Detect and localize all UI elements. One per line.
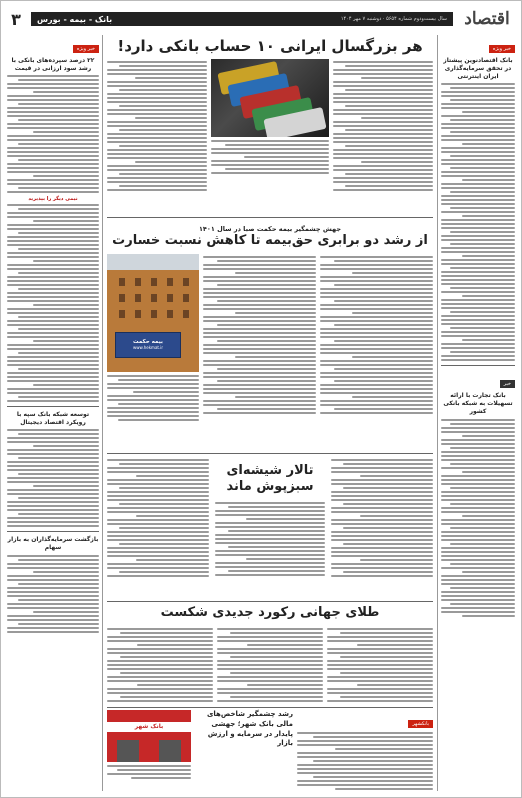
story3-headline: تالار شیشه‌ای سبزپوش ماند — [226, 463, 314, 495]
issue-meta: سال بیست‌ودوم شماره ۵۶۵۴ · دوشنبه ۷ مهر ۱۴۰۴ — [340, 16, 447, 22]
right-body-text — [441, 83, 515, 361]
story4-headline: طلای جهانی رکورد جدیدی شکست — [160, 605, 380, 620]
story1-photo-col — [211, 59, 329, 193]
page-header — [7, 7, 515, 31]
story2-photo-col — [107, 254, 199, 423]
right-column — [437, 35, 515, 791]
story2-body-mid — [203, 254, 316, 423]
bank-shahr-photo — [107, 710, 191, 762]
left-news-tag: خبر ویژه — [73, 45, 99, 53]
hekmat-building-photo — [107, 254, 199, 372]
right-box-headline: بانک اقتصادنوین پیشتاز در تحقق سرمایه‌گذاری ایران اینترنتی — [443, 57, 513, 81]
story5-tag: بانکشهر — [408, 720, 433, 728]
news-tag-2: خبر — [500, 380, 515, 388]
story3-body-right — [331, 457, 433, 579]
hekmat-sign — [115, 332, 181, 358]
story5-photo-col — [107, 710, 191, 791]
story3-body-left — [107, 457, 209, 579]
story-glass-hall — [107, 457, 433, 597]
story1-body-right — [333, 59, 433, 193]
newspaper-logo: اقتصاد — [464, 9, 510, 29]
main-content — [107, 35, 433, 791]
bank-shahr-sign: بانک شهر — [107, 722, 191, 732]
hekmat-sign-url: www.hekmat.ir — [133, 345, 163, 351]
story2-headline: از رشد دو برابری حق‌بیمه تا کاهش نسبت خسارت — [112, 233, 428, 248]
hekmat-sign-text: بیمه حکمت — [133, 339, 163, 346]
left-subhead: نیمی دیگر را بپذیرید — [28, 196, 78, 203]
story2-kicker: جهش چشمگیر بیمه حکمت صبا در سال ۱۴۰۱ — [198, 225, 342, 233]
left-body-text-2 — [7, 204, 99, 402]
section-title: بانک - بیمه - بورس — [37, 14, 113, 24]
left-body-text-4 — [7, 555, 99, 633]
story3-headline-col — [215, 457, 325, 579]
right-box-headline-2: بانک تجارت با ارائه تسهیلات به شبکه بانکی کشور — [443, 392, 513, 416]
left-body-text-3 — [7, 429, 99, 527]
story5-headline-col — [195, 710, 293, 791]
story1-headline: هر بزرگسال ایرانی ۱۰ حساب بانکی دارد! — [117, 37, 423, 55]
story5-body-right — [297, 710, 433, 791]
left-body-text — [7, 75, 99, 193]
story4-body — [107, 626, 433, 704]
page-number: ۳ — [11, 9, 21, 29]
left-box-headline-2: توسعه شبکه بانک سپه با رویکرد اقتصاد دیجیتال — [16, 411, 90, 427]
section-bar — [31, 12, 453, 26]
story-bank-shahr — [107, 710, 433, 791]
right-body-text-2 — [441, 419, 515, 617]
story1-body-left — [107, 59, 207, 193]
left-box-headline: ۲۲ درصد سپرده‌های بانکی با رشد سود ارزانی در قیمت — [11, 57, 95, 73]
story5-headline: رشد چشمگیر شاخص‌های مالی بانک شهر؛ جهشی پایدار در سرمایه و ارزش بازار — [207, 710, 293, 748]
story2-body-right — [320, 254, 433, 423]
news-tag: خبر ویژه — [489, 45, 515, 53]
left-box-headline-3: بازگشت سرمایه‌گذاران به بازار سهام — [7, 536, 99, 552]
left-column — [7, 35, 103, 791]
story-hekmat-insurance — [107, 221, 433, 451]
story-bank-accounts — [107, 35, 433, 213]
story-gold-record — [107, 605, 433, 705]
bank-cards-photo — [211, 59, 329, 137]
